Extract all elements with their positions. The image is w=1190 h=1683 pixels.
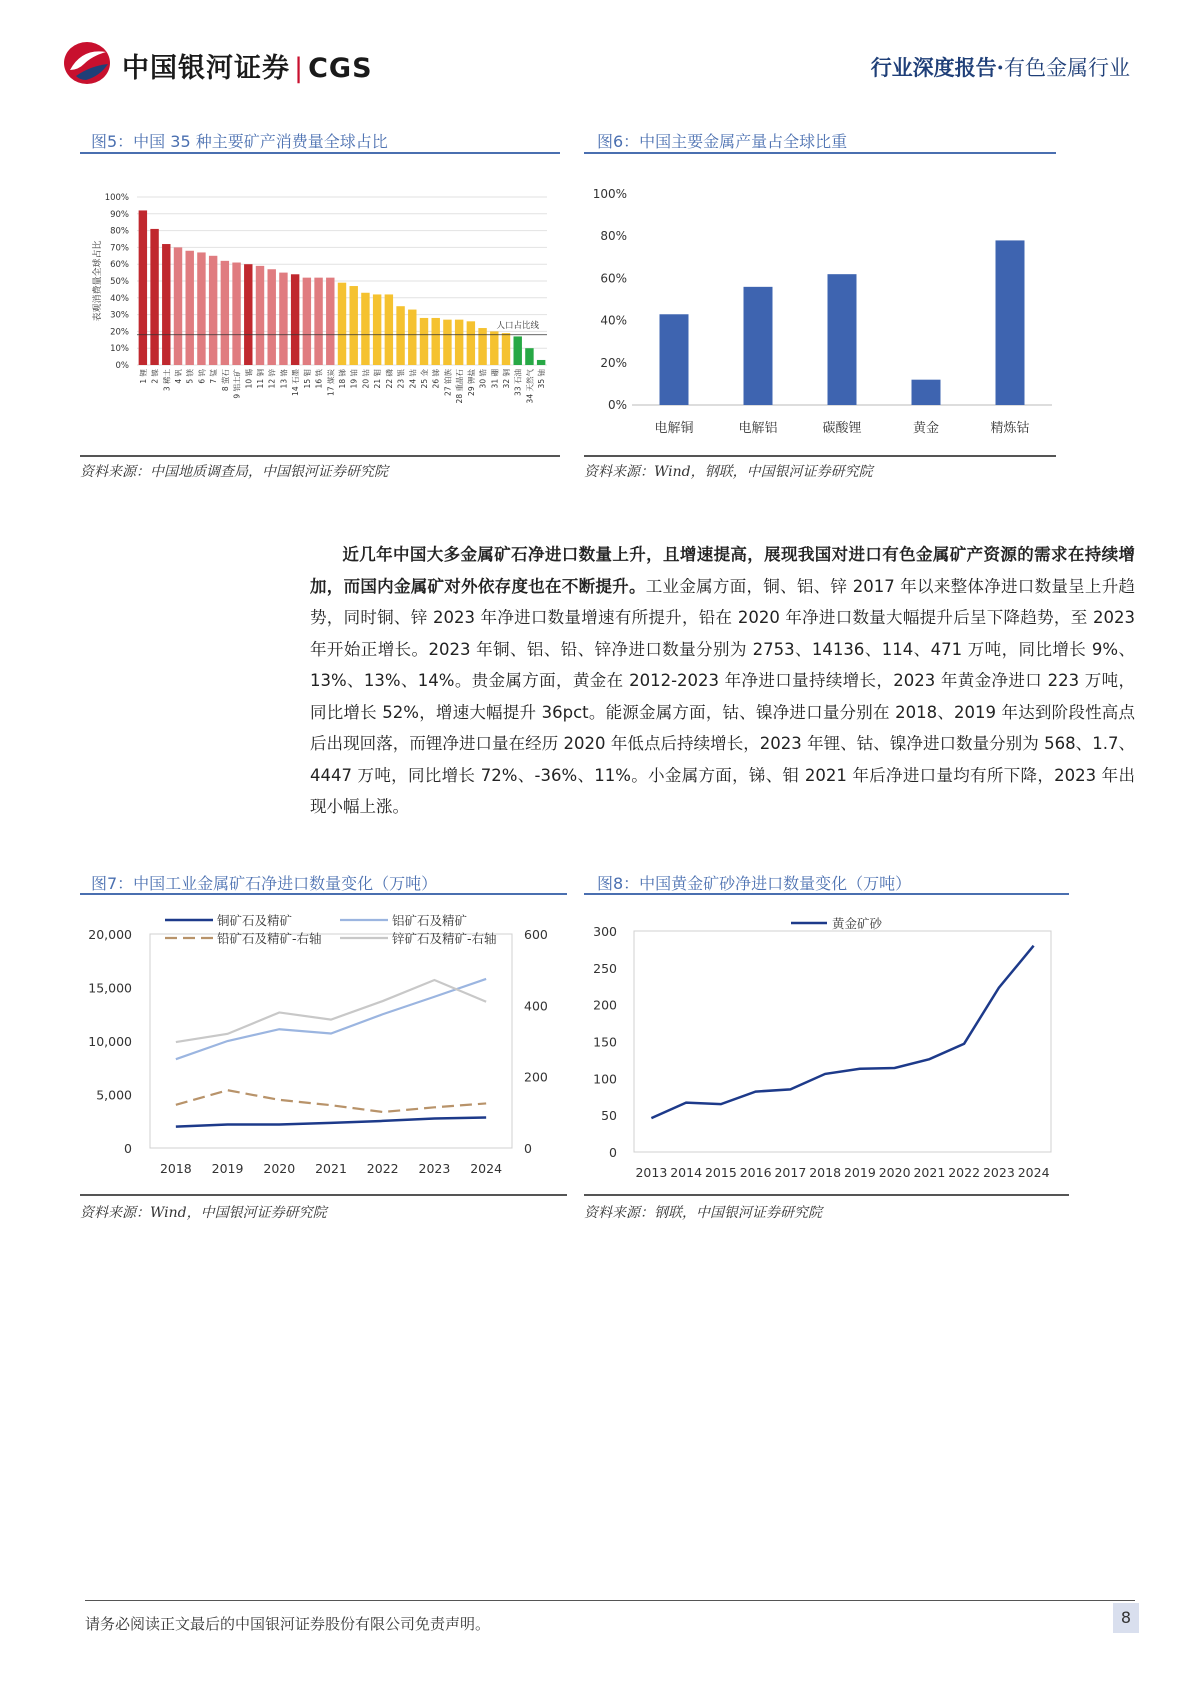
logo-separator: |	[294, 53, 305, 84]
fig5-bar	[139, 210, 147, 365]
fig8-xtick-label: 2021	[913, 1165, 946, 1180]
fig6-title-rule	[584, 152, 1056, 154]
fig5-xtick-label: 20 钴	[361, 369, 371, 389]
fig5-xtick-label: 17 煤炭	[326, 369, 336, 396]
fig6-bar	[912, 380, 941, 405]
fig5-xtick-label: 19 铂	[349, 369, 359, 389]
fig5-bar	[232, 263, 240, 365]
fig8-xtick-label: 2014	[670, 1165, 703, 1180]
fig7-ytick-label: 15,000	[88, 980, 132, 996]
fig5-ytick-label: 10%	[110, 344, 129, 355]
fig5-xtick-label: 27 铂族	[443, 369, 453, 396]
fig8-ytick-label: 300	[593, 924, 617, 939]
fig5-bar	[303, 278, 311, 365]
fig5-source-rule	[80, 455, 560, 457]
fig7-y2tick-label: 200	[524, 1069, 548, 1085]
fig5-title: 图5：中国 35 种主要矿产消费量全球占比	[91, 132, 388, 151]
fig7-ytick-label: 5,000	[96, 1087, 132, 1103]
fig8-ytick-label: 50	[601, 1108, 617, 1124]
fig5-xtick-label: 29 钾盐	[466, 369, 476, 396]
fig5-xtick-label: 5 镁	[185, 369, 195, 384]
fig5-xtick-label: 2 镍	[150, 369, 160, 384]
fig5-ytick-label: 0%	[115, 361, 129, 371]
paragraph-lead: 近几年中国大多金属矿石净进口数量上升，且增速提高，展现我国对进口有色金属矿产资源的需求在持续增加，而国内金属矿对外依存度也在不断提升。	[310, 545, 1135, 596]
fig5-bar	[256, 266, 264, 365]
fig5-source: 资料来源：中国地质调查局，中国银河证券研究院	[80, 464, 388, 480]
fig8-source: 资料来源：钢联，中国银河证券研究院	[584, 1205, 822, 1221]
fig6-source: 资料来源：Wind，钢联，中国银河证券研究院	[584, 464, 873, 480]
fig5-bar	[162, 244, 170, 365]
fig5-title-rule	[80, 152, 560, 154]
fig6-ytick-label: 0%	[607, 398, 627, 412]
fig5-bar	[385, 294, 393, 365]
fig7-xtick-label: 2021	[315, 1161, 347, 1176]
fig6-ytick-label: 40%	[600, 313, 627, 328]
fig5-ytick-label: 50%	[110, 277, 129, 287]
fig5-ylabel: 表观消费量全球占比	[93, 240, 103, 322]
fig5-bar	[420, 318, 428, 365]
fig8-xtick-label: 2022	[948, 1165, 981, 1180]
fig5-xtick-label: 18 锑	[338, 369, 347, 389]
fig5-bar	[244, 264, 252, 365]
fig5-xtick-label: 24 钴	[408, 369, 418, 389]
fig8-xtick-label: 2016	[739, 1165, 772, 1180]
fig8-legend-label: 黄金矿砂	[832, 916, 883, 931]
fig8-xtick-label: 2019	[843, 1165, 876, 1180]
fig5-xtick-label: 3 稀土	[162, 369, 172, 392]
fig8-plot-frame	[634, 931, 1051, 1152]
fig5-xtick-label: 4 钒	[174, 369, 183, 384]
fig5-bar	[443, 320, 451, 365]
fig8-chart	[584, 898, 1069, 1190]
fig5-bar	[467, 321, 475, 365]
fig5-xtick-label: 35 铀	[537, 369, 547, 389]
fig5-bar	[431, 318, 439, 365]
fig5-xtick-label: 22 磷	[384, 369, 394, 389]
industry-name: 有色金属行业	[1004, 56, 1130, 80]
fig5-bar	[361, 293, 369, 365]
fig5-ytick-label: 30%	[110, 310, 129, 321]
fig5-bar	[525, 348, 533, 365]
fig5-xtick-label: 10 锡	[244, 369, 254, 389]
fig5-bar	[209, 256, 217, 365]
fig8-ytick-label: 0	[609, 1145, 617, 1160]
fig6-chart	[584, 180, 1056, 450]
fig7-source: 资料来源：Wind，中国银河证券研究院	[80, 1205, 327, 1221]
fig8-xtick-label: 2013	[635, 1165, 668, 1180]
fig6-ytick-label: 20%	[600, 355, 627, 370]
fig5-xtick-label: 11 铜	[256, 369, 265, 389]
fig7-series-line	[176, 1090, 486, 1112]
fig5-ytick-label: 40%	[110, 293, 129, 304]
fig5-xtick-label: 33 石油	[513, 369, 523, 396]
fig6-ytick-label: 100%	[592, 187, 627, 201]
fig7-legend-label: 铅矿石及精矿-右轴	[217, 931, 322, 946]
fig7-y2tick-label: 400	[524, 998, 548, 1014]
fig7-ytick-label: 20,000	[88, 927, 132, 942]
cgs-logo-icon	[62, 40, 112, 86]
fig6-ytick-label: 80%	[600, 229, 627, 244]
footer-rule	[85, 1600, 1135, 1601]
fig5-bar	[279, 273, 287, 365]
page-number: 8	[1113, 1603, 1139, 1633]
fig5-xtick-label: 1 锂	[138, 369, 148, 384]
fig5-xtick-label: 14 石墨	[291, 369, 301, 396]
fig5-ytick-label: 20%	[110, 327, 129, 338]
fig5-xtick-label: 30 锆	[478, 369, 488, 389]
fig5-reference-label: 人口占比线	[496, 320, 539, 331]
fig7-source-rule	[80, 1194, 567, 1196]
fig5-xtick-label: 25 金	[420, 369, 429, 389]
fig8-ytick-label: 250	[593, 960, 617, 976]
fig5-bar	[185, 251, 193, 365]
fig5-xtick-label: 26 锑	[431, 369, 441, 389]
fig5-xtick-label: 28 重晶石	[455, 369, 465, 404]
fig5-xtick-label: 12 锌	[267, 369, 277, 389]
fig5-xtick-label: 31 硼	[490, 369, 500, 389]
fig6-xtick-label: 碳酸锂	[822, 421, 862, 436]
fig7-y2tick-label: 600	[524, 927, 548, 942]
fig5-xtick-label: 9 铝土矿	[232, 369, 242, 399]
fig6-source-rule	[584, 455, 1056, 457]
fig5-bar	[338, 283, 346, 365]
fig5-bar	[502, 333, 510, 365]
fig6-xtick-label: 黄金	[912, 421, 940, 436]
fig8-xtick-label: 2017	[774, 1165, 807, 1180]
logo-cn: 中国银河证券	[122, 53, 290, 84]
fig5-bar	[537, 360, 545, 365]
report-header	[871, 52, 1130, 82]
report-type: 行业深度报告·	[870, 55, 1004, 80]
fig5-xtick-label: 23 银	[396, 369, 406, 389]
fig5-bar	[197, 252, 205, 365]
fig7-xtick-label: 2022	[366, 1161, 399, 1176]
fig7-xtick-label: 2018	[159, 1161, 192, 1176]
fig5-xtick-label: 15 钼	[302, 369, 312, 389]
fig5-ytick-label: 90%	[110, 209, 129, 220]
fig5-bar	[326, 278, 334, 365]
fig5-ytick-label: 80%	[110, 226, 129, 237]
fig8-xtick-label: 2015	[704, 1165, 737, 1180]
fig6-bar	[660, 314, 689, 405]
fig5-xtick-label: 21 钼	[373, 369, 383, 389]
fig7-xtick-label: 2020	[263, 1161, 296, 1176]
fig5-bar	[408, 310, 416, 365]
fig5-bar	[150, 229, 158, 365]
fig5-bar	[267, 269, 275, 365]
fig5-xtick-label: 16 铁	[314, 369, 324, 389]
fig7-series-line	[176, 1118, 486, 1127]
fig5-xtick-label: 8 萤石	[220, 369, 230, 392]
fig7-xtick-label: 2019	[211, 1161, 244, 1176]
fig7-legend-label: 铜矿石及精矿	[217, 913, 293, 928]
fig7-y2tick-label: 0	[524, 1141, 532, 1156]
fig8-xtick-label: 2020	[878, 1165, 911, 1180]
fig6-bar	[828, 274, 857, 405]
fig8-source-rule	[584, 1194, 1069, 1196]
fig8-xtick-label: 2018	[809, 1165, 842, 1180]
fig8-xtick-label: 2023	[982, 1165, 1015, 1180]
body-paragraph	[310, 539, 1135, 823]
fig5-ytick-label: 100%	[104, 193, 129, 203]
fig5-xtick-label: 6 钨	[197, 369, 207, 384]
fig7-legend-label: 锌矿石及精矿-右轴	[392, 931, 497, 946]
fig5-ytick-label: 60%	[110, 260, 129, 271]
fig5-xtick-label: 7 锰	[209, 369, 219, 384]
fig5-ytick-label: 70%	[110, 243, 129, 254]
fig5-bar	[513, 336, 521, 365]
fig5-bar	[174, 247, 182, 365]
fig8-ytick-label: 100	[593, 1071, 617, 1087]
fig8-ytick-label: 200	[593, 997, 617, 1013]
fig5-bar	[455, 320, 463, 365]
fig7-xtick-label: 2023	[418, 1161, 451, 1176]
fig5-bar	[396, 306, 404, 365]
fig8-title: 图8：中国黄金矿砂净进口数量变化（万吨）	[597, 874, 912, 893]
fig7-title-rule	[80, 893, 567, 895]
fig7-ytick-label: 0	[124, 1141, 132, 1156]
fig6-ytick-label: 60%	[600, 271, 627, 286]
fig8-series-line	[651, 946, 1033, 1118]
fig5-bar	[478, 328, 486, 365]
fig5-bar	[314, 278, 322, 365]
fig6-xtick-label: 电解铝	[738, 421, 778, 436]
fig5-bar	[349, 286, 357, 365]
fig8-xtick-label: 2024	[1017, 1165, 1050, 1180]
fig5-chart	[80, 180, 560, 450]
fig7-legend-label: 铝矿石及精矿	[392, 913, 468, 928]
fig6-xtick-label: 电解铜	[654, 421, 694, 436]
fig5-xtick-label: 34 天然气	[525, 369, 535, 404]
fig7-ytick-label: 10,000	[88, 1034, 132, 1049]
fig7-plot-frame	[150, 934, 512, 1148]
fig7-chart	[80, 898, 567, 1190]
fig8-title-rule	[584, 893, 1069, 895]
paragraph-body: 工业金属方面，铜、铝、锌 2017 年以来整体净进口数量呈上升趋势，同时铜、锌 2023 年净进口数量增速有所提升，铅在 2020 年净进口数量大幅提升后呈下降趋势，至 2023 年开始正增长。2023 年铜、铝、铅、锌净进口数量分别为 2753、14136、114、471 万吨，同比增长 9%、13%、13%、14%。贵金属方面，黄金在 2012-2023 年净进口量持续增长，2023 年黄金净进口 223 万吨，同比增长 52%，增速大幅提升 36pct。能源金属方面，钴、镍净进口量分别在 2018、2019 年达到阶段性高点后出现回落，而锂净进口量在经历 2020 年低点后持续增长，2023 年锂、钴、镍净进口数量分别为 568、1.7、4447 万吨，同比增长 72%、-36%、11%。小金属方面，锑、钼 2021 年后净进口量均有所下降，2023 年出现小幅上涨。	[310, 576, 1136, 816]
logo-en: CGS	[308, 53, 373, 84]
fig7-xtick-label: 2024	[470, 1161, 503, 1176]
fig6-title: 图6：中国主要金属产量占全球比重	[597, 132, 848, 151]
fig6-bar	[744, 287, 773, 405]
fig5-xtick-label: 32 铜	[502, 369, 511, 389]
fig7-title: 图7：中国工业金属矿石净进口数量变化（万吨）	[91, 874, 438, 893]
fig5-bar	[221, 261, 229, 365]
fig5-bar	[291, 274, 299, 365]
fig5-xtick-label: 13 铬	[279, 369, 289, 389]
fig8-ytick-label: 150	[593, 1034, 617, 1050]
fig6-xtick-label: 精炼钴	[990, 421, 1030, 436]
fig6-bar	[996, 240, 1025, 405]
footer-disclaimer: 请务必阅读正文最后的中国银河证券股份有限公司免责声明。	[85, 1615, 491, 1633]
logo-wordmark	[122, 46, 373, 85]
fig5-bar	[373, 294, 381, 365]
fig5-bar	[490, 331, 498, 365]
